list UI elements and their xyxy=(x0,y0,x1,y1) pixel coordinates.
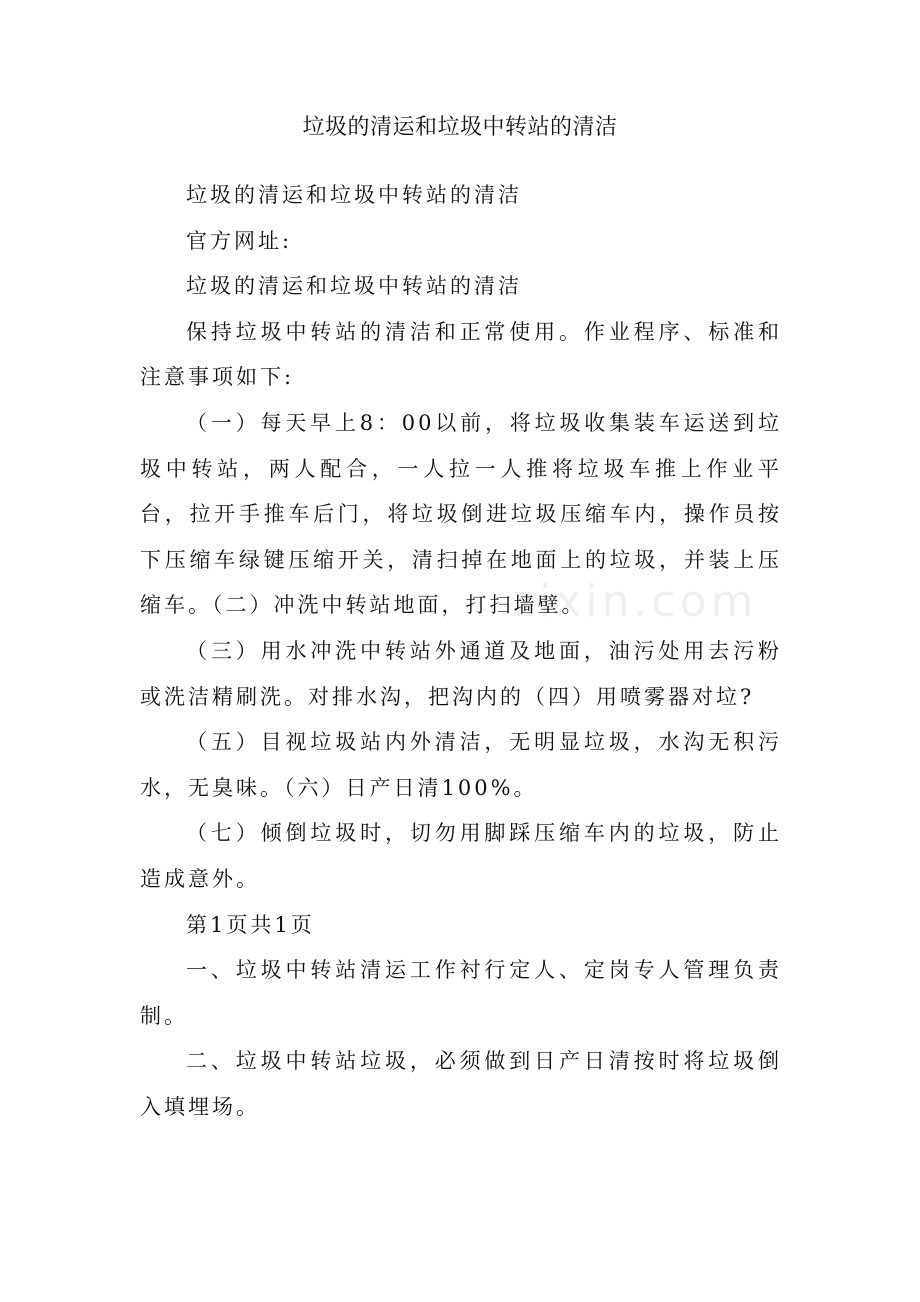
document-title: 垃圾的清运和垃圾中转站的清洁 xyxy=(302,115,618,140)
paragraph-5: （一）每天早上8：00以前，将垃圾收集装车运送到垃圾中转站，两人配合，一人拉一人推将垃圾车推上作业平台，拉开手推车后门，将垃圾倒进垃圾压缩车内，操作员按下压缩车绿键压缩开关，清扫掉在地面上的垃圾，并装上压缩车。（二）冲洗中转站地面，打扫墙壁。 xyxy=(140,410,782,618)
page-number-line: 第1页共1页 xyxy=(186,912,315,937)
paragraph-2: 官方网址: xyxy=(186,228,293,253)
paragraph-3: 垃圾的清运和垃圾中转站的清洁 xyxy=(186,274,522,299)
paragraph-4: 保持垃圾中转站的清洁和正常使用。作业程序、标准和注意事项如下: xyxy=(140,319,782,390)
paragraph-7: （五）目视垃圾站内外清洁，无明显垃圾，水沟无积污水，无臭味。（六）日产日清100%。 xyxy=(140,730,782,800)
paragraph-10: 二、垃圾中转站垃圾，必须做到日产日清按时将垃圾倒入填埋场。 xyxy=(140,1049,782,1119)
watermark: zixin.com xyxy=(512,576,758,627)
document-body xyxy=(140,173,782,1130)
paragraph-8: （七）倾倒垃圾时，切勿用脚踩压缩车内的垃圾，防止造成意外。 xyxy=(140,821,782,891)
paragraph-1: 垃圾的清运和垃圾中转站的清洁 xyxy=(186,183,522,207)
paragraph-6: （三）用水冲洗中转站外通道及地面，油污处用去污粉或洗洁精刷洗。对排水沟，把沟内的（四）用喷雾器对垃? xyxy=(140,638,782,709)
paragraph-9: 一、垃圾中转站清运工作衬行定人、定岗专人管理负责制。 xyxy=(140,958,782,1028)
